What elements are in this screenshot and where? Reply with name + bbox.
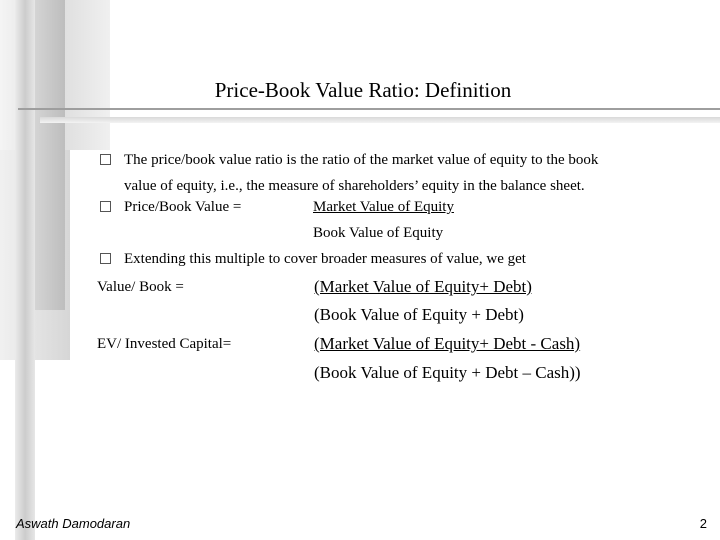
formula-label-value-book: Value/ Book = [97,279,184,295]
bullet-text: Extending this multiple to cover broader measures of value, we get [124,251,526,267]
bullet-box-icon [100,253,111,264]
bullet-text-line: The price/book value ratio is the ratio of the market value of equity to the book [124,152,599,168]
bullet-box-icon [100,201,111,212]
title-divider [18,108,720,110]
slide-title: Price-Book Value Ratio: Definition [214,78,512,102]
bullet-text-line: value of equity, i.e., the measure of shareholders’ equity in the balance sheet. [124,178,585,194]
page-number: 2 [699,516,707,531]
bullet-box-icon [100,154,111,165]
formula-denominator-value-book: (Book Value of Equity + Debt) [314,305,524,324]
decorative-bar [30,0,65,310]
formula-numerator-value-book: (Market Value of Equity+ Debt) [314,277,532,296]
footer-author: Aswath Damodaran [16,516,131,531]
formula-label-ev-invested-capital: EV/ Invested Capital= [97,336,232,352]
formula-label: Price/Book Value = [124,199,242,215]
formula-numerator: Market Value of Equity [313,199,454,215]
title-divider-shadow [40,117,720,123]
formula-numerator-ev-invested-capital: (Market Value of Equity+ Debt - Cash) [314,334,581,353]
formula-denominator-ev-invested-capital: (Book Value of Equity + Debt – Cash)) [314,363,581,382]
formula-denominator: Book Value of Equity [313,225,444,241]
